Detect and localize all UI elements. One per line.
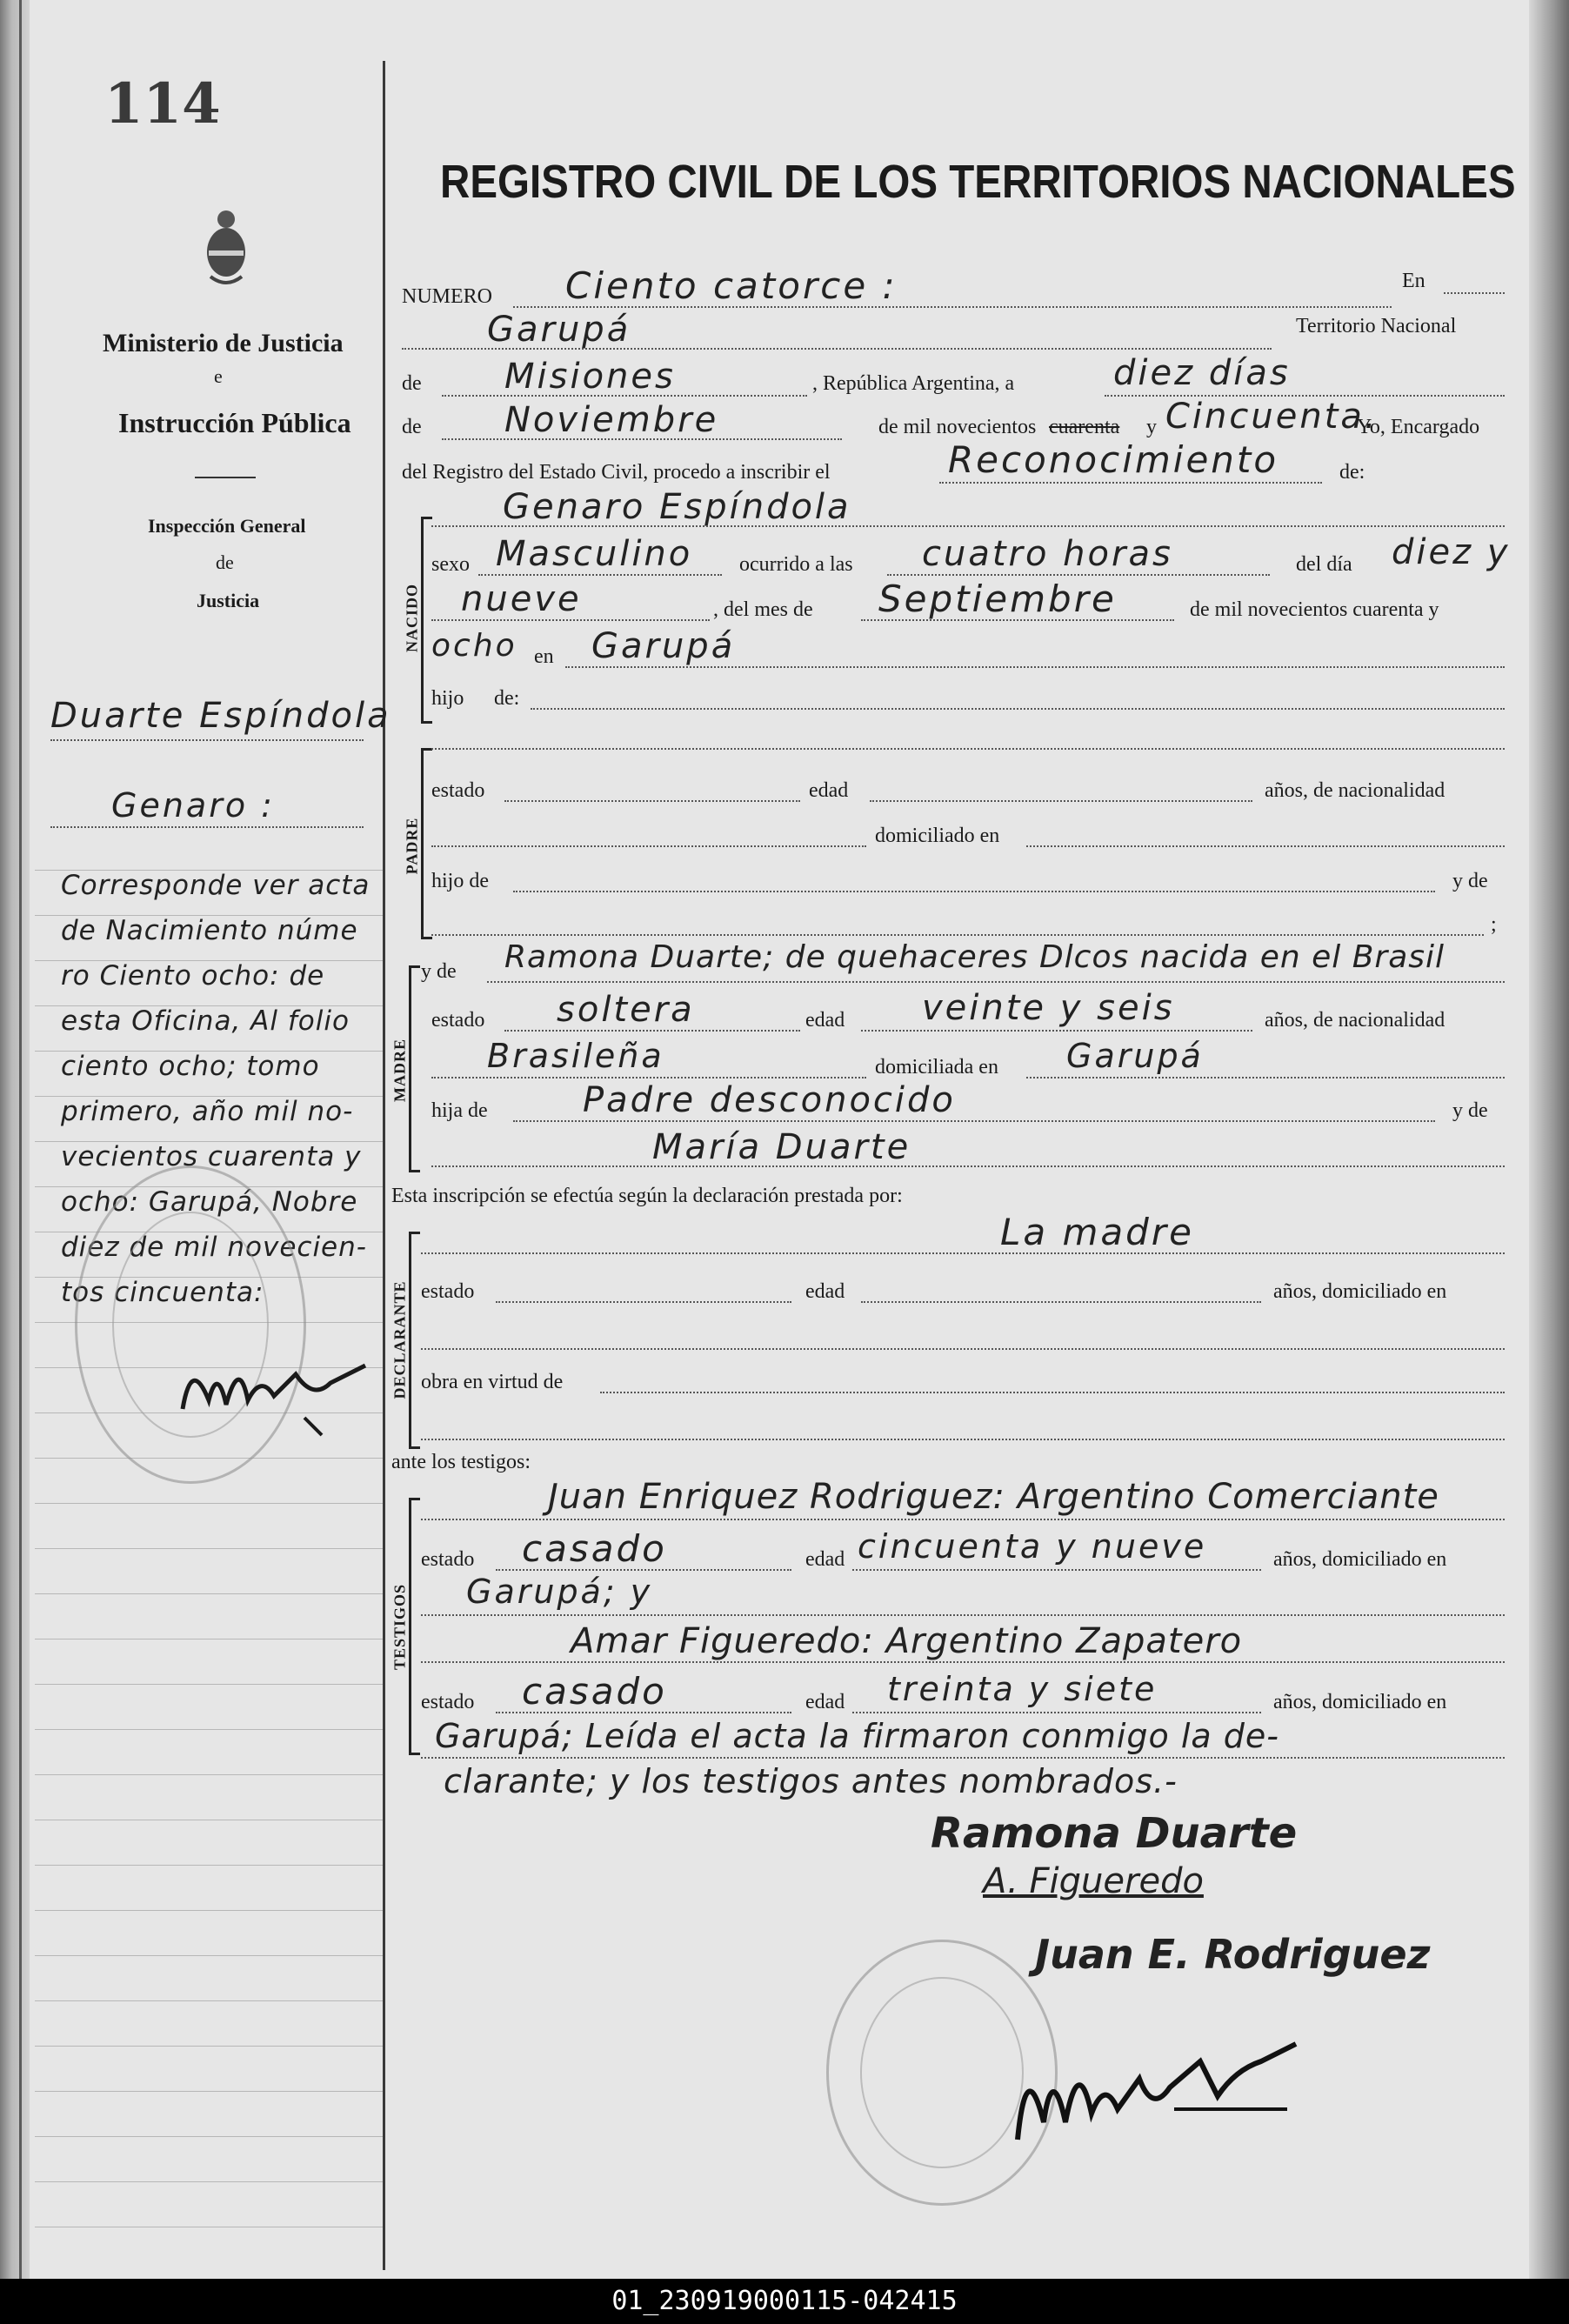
birth-month-value: Septiembre (878, 578, 1117, 620)
birth-place-value: Garupá (591, 626, 736, 666)
numero-value: Ciento catorce : (565, 264, 898, 307)
witness-2-name: Amar Figueredo: Argentino Zapatero (571, 1621, 1243, 1661)
en-label: En (1402, 270, 1425, 292)
act-type-underline (939, 482, 1322, 484)
given-name-underline (50, 826, 364, 828)
ministry-line-2: e (214, 365, 223, 387)
birth-day-value-2: nueve (461, 579, 582, 619)
page-edge (1529, 0, 1569, 2279)
del-mes-label: , del mes de (713, 598, 813, 621)
madre-name-underline (487, 981, 1505, 983)
witness-1-name: Juan Enriquez Rodriguez: Argentino Comerciante (548, 1477, 1439, 1517)
witness-1-edad-value: cincuenta y nueve (858, 1527, 1207, 1566)
declarante-bracket (409, 1232, 420, 1449)
padre-hijo-label: hijo de (431, 870, 489, 892)
madre-estado-value: soltera (557, 990, 695, 1030)
padre-estado-label: estado (431, 779, 485, 802)
closing-line-1: Garupá; Leída el acta la firmaron conmigo la de- (435, 1717, 1279, 1755)
margin-rule-line (35, 2136, 383, 2137)
margin-rule-line (35, 1910, 383, 1911)
madre-dom-underline (1026, 1077, 1505, 1079)
margin-annotation-line: de Nacimiento núme (61, 915, 358, 946)
book-binding (0, 0, 30, 2279)
territory-underline (442, 395, 807, 397)
padre-mother-underline (431, 934, 1484, 936)
sexo-label: sexo (431, 553, 470, 576)
image-caption: 01_230919000115-042415 (0, 2279, 1569, 2324)
witness-2-estado-label: estado (421, 1691, 475, 1713)
year-value: Cincuenta. (1165, 397, 1379, 437)
year-prefix: de mil novecientos (878, 416, 1037, 438)
birth-month-underline (861, 619, 1174, 621)
hijo-label: hijo (431, 687, 464, 710)
testigos-bracket (409, 1498, 420, 1755)
margin-rule-line (35, 1865, 383, 1866)
binding-line (19, 0, 22, 2279)
margin-annotation-line: ocho: Garupá, Nobre (61, 1186, 358, 1218)
sexo-underline (478, 574, 722, 576)
padre-name-underline (431, 748, 1505, 750)
madre-hija-label: hija de (431, 1099, 488, 1122)
margin-rule-line (35, 1593, 383, 1594)
madre-estado-underline (504, 1030, 800, 1032)
witness-2-estado-underline (496, 1712, 791, 1713)
page-number: 114 (104, 71, 221, 137)
witness-1-underline (421, 1519, 1505, 1520)
witness-1-estado-underline (496, 1569, 791, 1571)
witness-1-dom-value: Garupá; y (466, 1573, 653, 1611)
numero-label: NUMERO (402, 285, 493, 308)
hijo-underline (531, 708, 1505, 710)
de-label-1: de (402, 372, 422, 395)
margin-rule-line (35, 1548, 383, 1549)
witness-2-anios-label: años, domiciliado en (1273, 1691, 1447, 1713)
yo-label: Yo, Encargado (1357, 416, 1480, 438)
year-struck: cuarenta (1049, 416, 1120, 438)
padre-y-de-label: y de (1452, 870, 1488, 892)
witness-2-underline (421, 1661, 1505, 1663)
birth-day-underline (431, 619, 710, 621)
decl-extra-underline (421, 1439, 1505, 1440)
del-dia-label: del día (1296, 553, 1352, 576)
witness-1-edad-label: edad (805, 1548, 845, 1571)
witness-2-estado-value: casado (522, 1670, 667, 1713)
padre-hijo-underline (513, 891, 1435, 892)
madre-edad-label: edad (805, 1009, 845, 1032)
margin-surname: Duarte Espíndola (50, 696, 391, 736)
page-title: REGISTRO CIVIL DE LOS TERRITORIOS NACIONALES (440, 156, 1516, 208)
signature-witness-1: Juan E. Rodriguez (1035, 1931, 1431, 1978)
madre-nac-underline (431, 1077, 866, 1079)
padre-nac-underline (431, 845, 866, 847)
padre-dom-underline (1026, 845, 1505, 847)
testigos-label: ante los testigos: (391, 1451, 531, 1473)
madre-father-underline (513, 1120, 1435, 1122)
decl-edad-label: edad (805, 1280, 845, 1303)
territory-value: Misiones (504, 357, 676, 397)
registro-label: del Registro del Estado Civil, procedo a inscribir el (402, 461, 831, 484)
madre-mother-value: María Duarte (652, 1127, 911, 1167)
closing-underline-1 (421, 1757, 1505, 1759)
margin-rule-line (35, 2091, 383, 2092)
decl-estado-label: estado (421, 1280, 475, 1303)
padre-domiciliado-label: domiciliado en (875, 825, 1000, 847)
margin-annotation-line: esta Oficina, Al folio (61, 1005, 350, 1037)
margin-annotation-line: diez de mil novecien- (61, 1232, 367, 1263)
declaracion-label: Esta inscripción se efectúa según la declaración prestada por: (391, 1185, 903, 1207)
en-label-2: en (534, 645, 554, 668)
margin-rule-line (35, 2181, 383, 2182)
margin-annotation-line: vecientos cuarenta y (61, 1141, 362, 1172)
margin-rule-line (35, 1503, 383, 1504)
de-colon-label: de: (1339, 461, 1365, 484)
section-nacido: NACIDO (403, 584, 421, 653)
birth-place-underline (565, 666, 1505, 668)
margin-annotation-line: ro Ciento ocho: de (61, 960, 325, 992)
madre-estado-label: estado (431, 1009, 485, 1032)
place-underline (402, 348, 1272, 350)
birth-year-label: de mil novecientos cuarenta y (1190, 598, 1439, 621)
subject-name-underline (431, 525, 1505, 527)
witness-2-edad-label: edad (805, 1691, 845, 1713)
madre-y-de-label-2: y de (1452, 1099, 1488, 1122)
margin-rule-line (35, 2000, 383, 2001)
witness-1-edad-underline (852, 1569, 1261, 1571)
witness-1-anios-label: años, domiciliado en (1273, 1548, 1447, 1571)
year-conjunction: y (1146, 416, 1157, 438)
month-underline (442, 438, 842, 440)
declarante-underline (421, 1252, 1505, 1254)
margin-given-name: Genaro : (111, 786, 275, 825)
hijo-de-label: de: (494, 687, 520, 710)
witness-2-edad-underline (852, 1712, 1261, 1713)
margin-annotation-line: ciento ocho; tomo (61, 1051, 320, 1082)
margin-rule-line (35, 1955, 383, 1956)
ministry-divider (195, 477, 256, 478)
padre-estado-underline (504, 800, 800, 802)
padre-anios-label: años, de nacionalidad (1265, 779, 1445, 802)
month-value: Noviembre (504, 400, 719, 440)
de-label-2: de (402, 416, 422, 438)
margin-annotation-line: Corresponde ver acta (61, 870, 371, 901)
inspection-line-1: Inspección General (148, 515, 306, 537)
margin-annotation-line: tos cincuenta: (61, 1277, 264, 1308)
padre-bracket (421, 748, 432, 939)
madre-edad-underline (861, 1030, 1252, 1032)
margin-rule-line (35, 1729, 383, 1730)
padre-edad-label: edad (809, 779, 849, 802)
padre-semicolon: ; (1491, 913, 1497, 936)
decl-anios-label: años, domiciliado en (1273, 1280, 1447, 1303)
coat-of-arms-icon (202, 209, 250, 287)
birth-year-value: ocho (431, 628, 517, 664)
signature-mother: Ramona Duarte (931, 1809, 1298, 1858)
madre-domiciliada-label: domiciliada en (875, 1056, 998, 1079)
madre-father-value: Padre desconocido (583, 1080, 956, 1120)
madre-edad-value: veinte y seis (922, 988, 1175, 1028)
madre-nac-value: Brasileña (487, 1037, 664, 1075)
territorio-label: Territorio Nacional (1296, 315, 1457, 337)
ministry-line-1: Ministerio de Justicia (103, 329, 344, 357)
section-testigos: TESTIGOS (391, 1583, 409, 1671)
closing-line-2: clarante; y los testigos antes nombrados.- (444, 1762, 1178, 1800)
section-madre: MADRE (391, 1038, 409, 1102)
inspection-line-2: de (216, 551, 234, 573)
padre-edad-underline (870, 800, 1252, 802)
witness-1-dom-underline (421, 1614, 1505, 1616)
witness-1-estado-value: casado (522, 1527, 667, 1570)
day-value: diez días (1113, 353, 1291, 393)
madre-mother-underline (431, 1165, 1505, 1167)
decl-dom-underline (421, 1348, 1505, 1350)
madre-y-de-label: y de (421, 960, 457, 983)
surname-underline (50, 739, 364, 741)
birth-day-value: diez y (1392, 532, 1511, 572)
ocurrido-label: ocurrido a las (739, 553, 853, 576)
republica-label: , República Argentina, a (812, 372, 1015, 395)
inspection-line-3: Justicia (197, 590, 260, 611)
signature-witness-2: A. Figueredo (983, 1861, 1204, 1901)
madre-bracket (409, 965, 420, 1172)
decl-estado-underline (496, 1301, 791, 1303)
madre-anios-label: años, de nacionalidad (1265, 1009, 1445, 1032)
declarante-value: La madre (1000, 1211, 1194, 1253)
witness-1-estado-label: estado (421, 1548, 475, 1571)
sexo-value: Masculino (496, 534, 693, 574)
madre-dom-value: Garupá (1066, 1037, 1204, 1075)
margin-annotation-line: primero, año mil no- (61, 1096, 354, 1127)
margin-rule-line (35, 1774, 383, 1775)
margin-rule-line (35, 2046, 383, 2047)
margin-divider (383, 61, 385, 2270)
section-padre: PADRE (403, 817, 421, 875)
en-underline (1444, 292, 1505, 294)
madre-name-value: Ramona Duarte; de quehaceres Dlcos nacida en el Brasil (504, 939, 1445, 975)
numero-underline (513, 306, 1392, 308)
ministry-line-3: Instrucción Pública (118, 407, 351, 438)
margin-signature (174, 1339, 383, 1444)
hour-underline (887, 574, 1270, 576)
registrar-signature (1000, 2027, 1313, 2157)
decl-edad-underline (861, 1301, 1261, 1303)
act-type-value: Reconocimiento (948, 438, 1279, 481)
subject-name-value: Genaro Espíndola (503, 487, 851, 527)
hour-value: cuatro horas (922, 534, 1173, 574)
place-value: Garupá (487, 310, 631, 350)
margin-rule-line (35, 1684, 383, 1685)
section-declarante: DECLARANTE (391, 1280, 409, 1399)
decl-obra-underline (600, 1392, 1505, 1393)
decl-obra-label: obra en virtud de (421, 1371, 564, 1393)
witness-2-edad-value: treinta y siete (887, 1670, 1158, 1708)
